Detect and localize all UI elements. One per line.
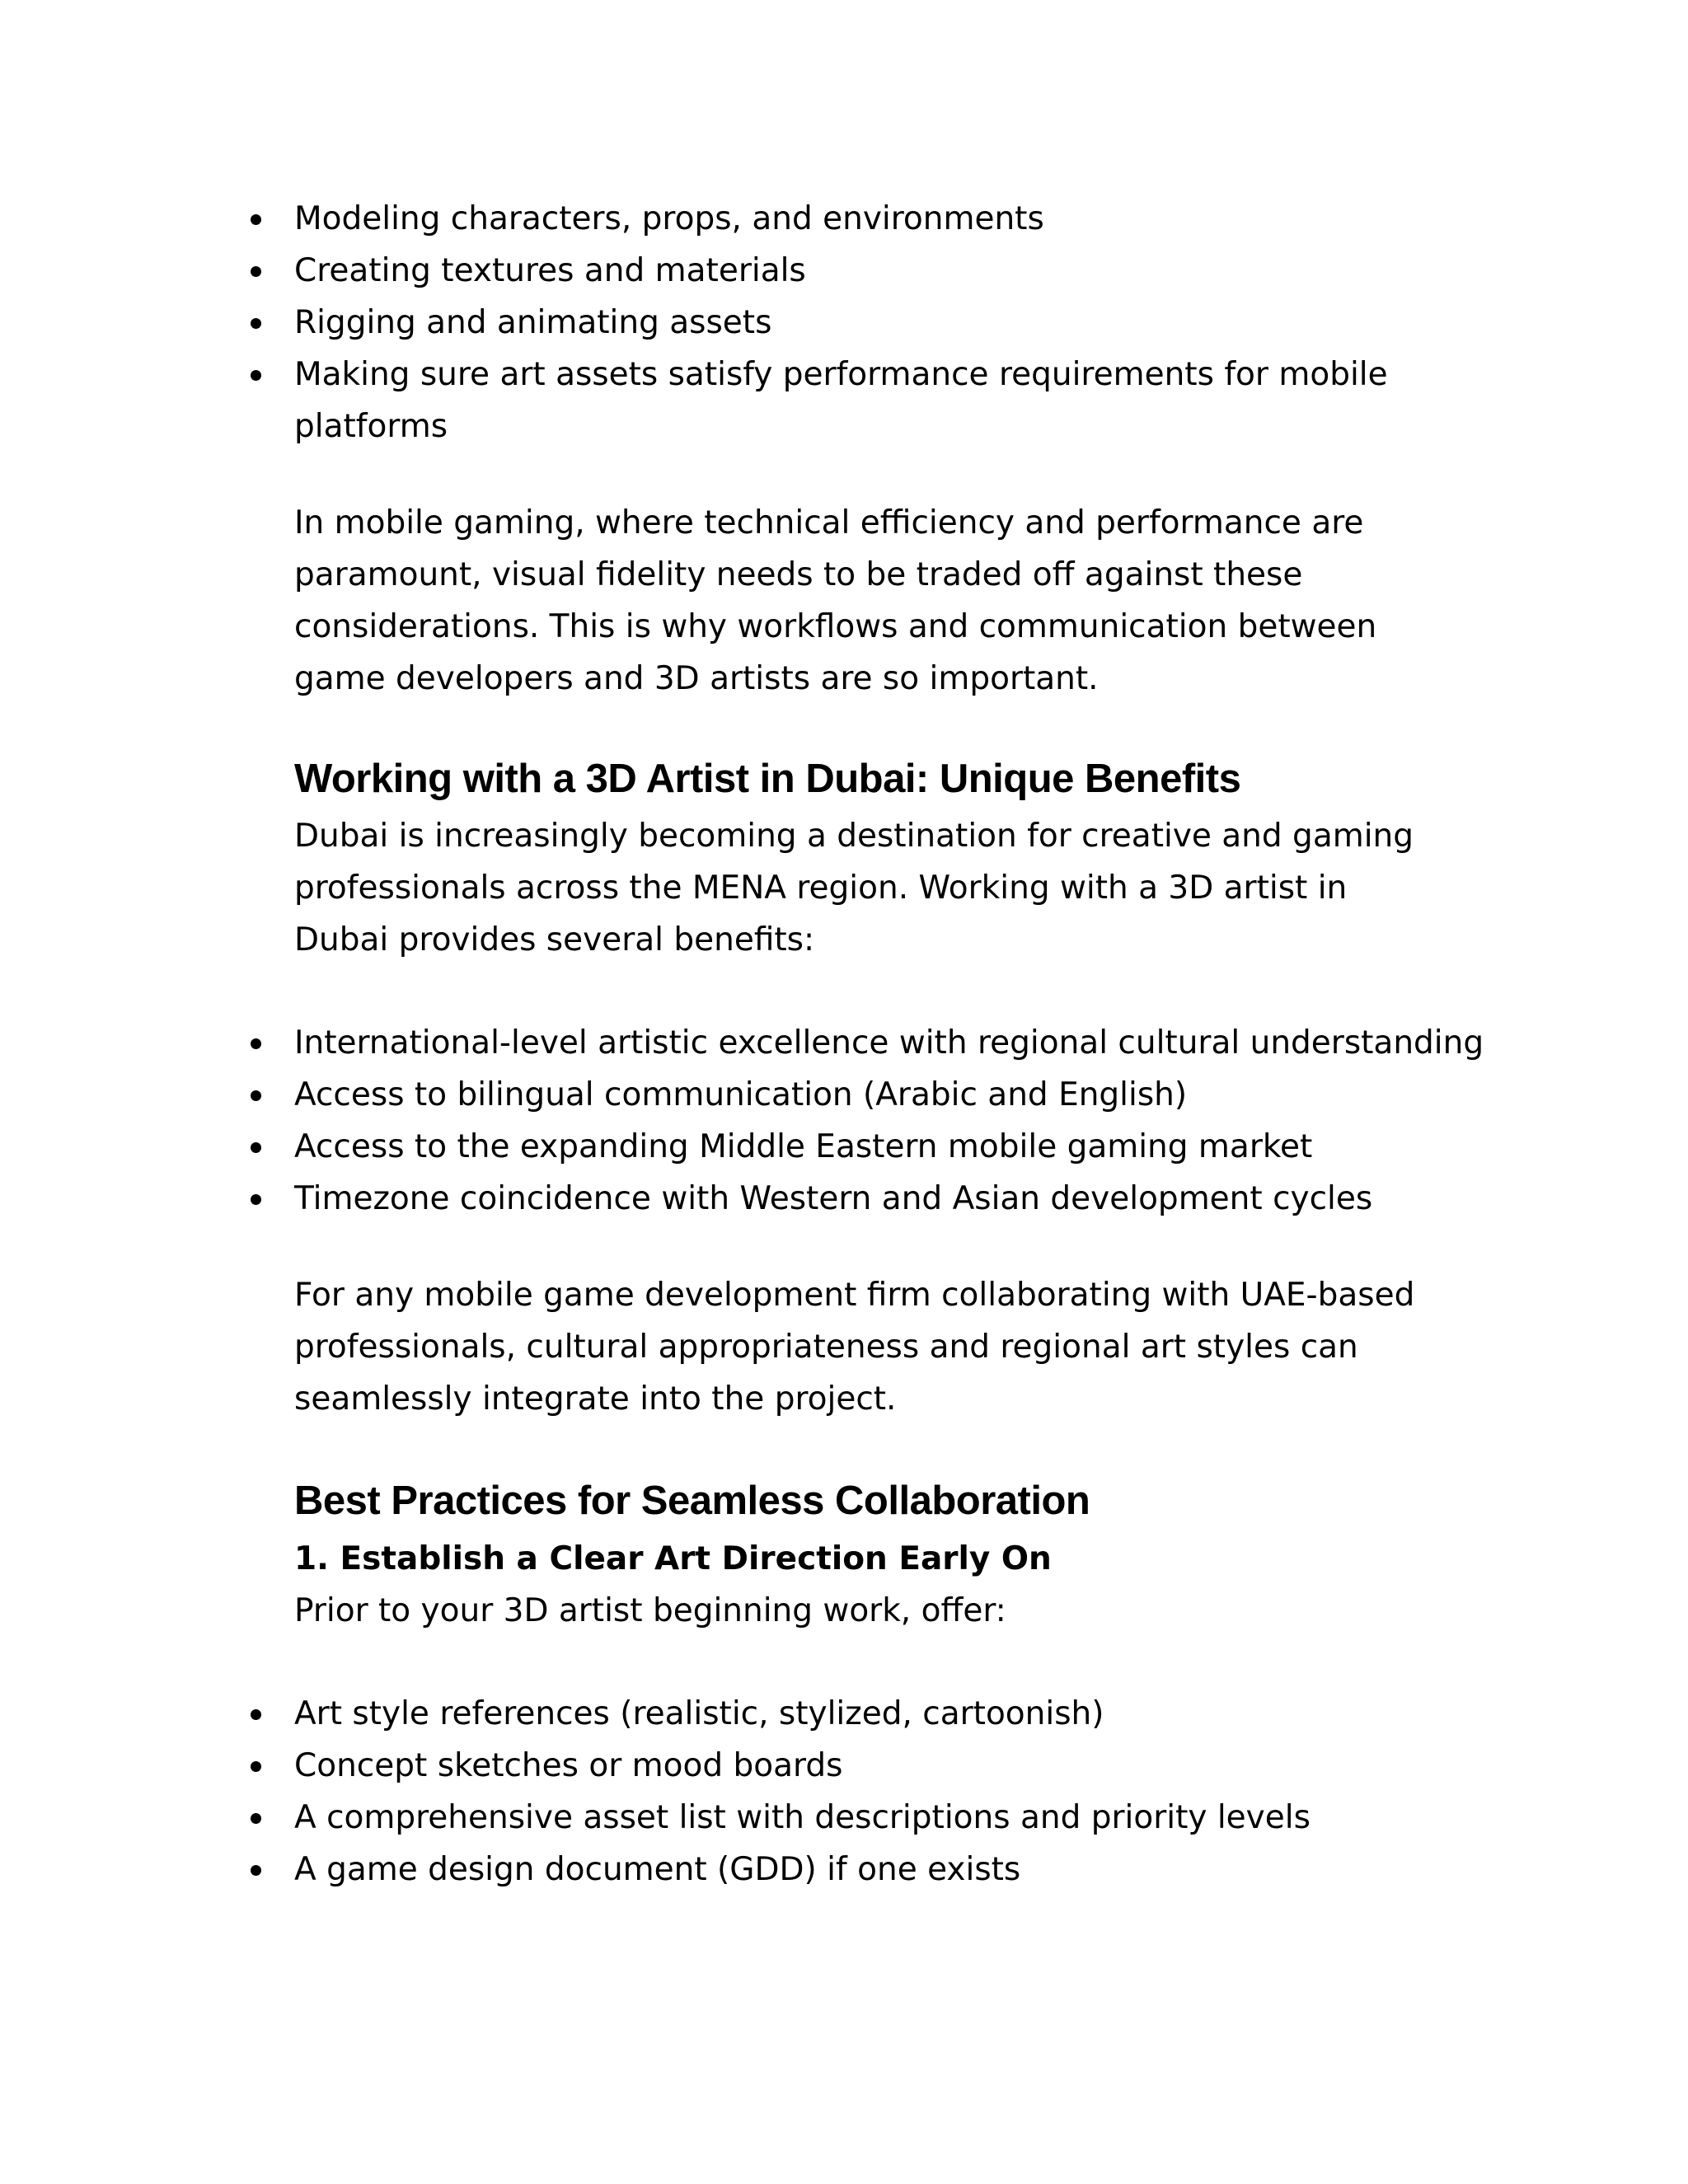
bullet-icon <box>251 1038 261 1049</box>
bullet-icon <box>251 1709 261 1720</box>
list-item <box>243 1069 1529 1121</box>
dubai-benefits-list <box>243 1017 1529 1225</box>
art-direction-list <box>243 1688 1529 1896</box>
list-item <box>243 245 1529 297</box>
heading-best-practices: Best Practices for Seamless Collaboration <box>294 1479 1090 1523</box>
paragraph-art-direction-intro: Prior to your 3D artist beginning work, offer: <box>294 1592 1006 1629</box>
list-item-text: A game design document (GDD) if one exists <box>294 1851 1021 1888</box>
list-item-text: Making sure art assets satisfy performance requirements for mobile platforms <box>294 356 1388 445</box>
list-item-text: Art style references (realistic, stylized, cartoonish) <box>294 1695 1104 1732</box>
list-item <box>243 1173 1529 1225</box>
list-item <box>243 1740 1529 1792</box>
list-item-text: International-level artistic excellence with regional cultural understanding <box>294 1024 1484 1062</box>
list-item <box>243 193 1529 245</box>
list-item-text: A comprehensive asset list with descriptions and priority levels <box>294 1799 1311 1836</box>
list-item-text: Timezone coincidence with Western and Asian development cycles <box>294 1180 1373 1217</box>
bullet-icon <box>251 1761 261 1772</box>
list-item-text: Creating textures and materials <box>294 252 806 289</box>
list-item-text: Modeling characters, props, and environments <box>294 200 1044 237</box>
bullet-icon <box>251 214 261 225</box>
list-item-text: Concept sketches or mood boards <box>294 1747 843 1784</box>
subheading-art-direction: 1. Establish a Clear Art Direction Early On <box>294 1540 1052 1577</box>
list-item-text: Access to bilingual communication (Arabic and English) <box>294 1076 1188 1113</box>
paragraph-uae-collaboration: For any mobile game development firm collaborating with UAE-based professionals, cultural appropriateness and regional art styles can seamlessly integrate into the project. <box>294 1277 1415 1418</box>
bullet-icon <box>251 1142 261 1153</box>
list-item <box>243 1844 1529 1896</box>
bullet-icon <box>251 1090 261 1101</box>
list-item <box>243 1121 1529 1173</box>
bullet-icon <box>251 1194 261 1205</box>
list-item <box>243 1688 1529 1740</box>
list-item-text: Access to the expanding Middle Eastern mobile gaming market <box>294 1128 1313 1165</box>
list-item <box>243 1792 1529 1844</box>
heading-dubai-benefits: Working with a 3D Artist in Dubai: Unique Benefits <box>294 757 1241 801</box>
paragraph-mobile-gaming: In mobile gaming, where technical efficiency and performance are paramount, visual fidelity needs to be traded off against these considerations. This is why workflows and communication between game developers and 3D artists are so important. <box>294 504 1377 697</box>
list-item-text: Rigging and animating assets <box>294 304 772 341</box>
bullet-icon <box>251 318 261 329</box>
responsibilities-list <box>243 193 1529 452</box>
list-item <box>243 297 1529 349</box>
bullet-icon <box>251 1865 261 1876</box>
bullet-icon <box>251 370 261 381</box>
bullet-icon <box>251 266 261 277</box>
list-item <box>243 1017 1529 1069</box>
list-item <box>243 349 1407 452</box>
paragraph-dubai-intro: Dubai is increasingly becoming a destination for creative and gaming professionals across the MENA region. Working with a 3D artist in Dubai provides several benefits: <box>294 818 1414 958</box>
bullet-icon <box>251 1813 261 1824</box>
